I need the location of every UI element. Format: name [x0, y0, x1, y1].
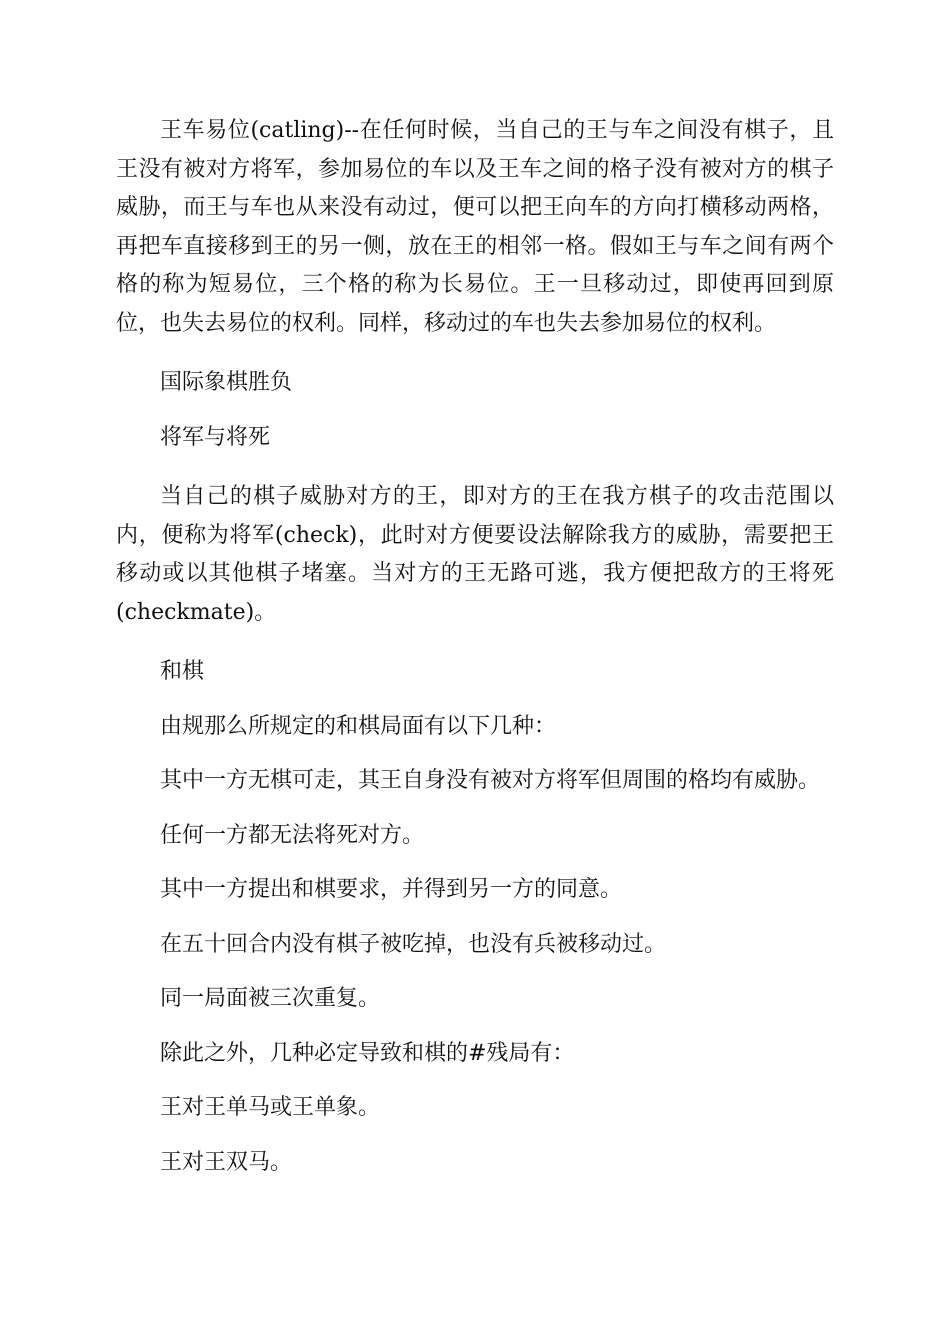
- list-item: 其中一方提出和棋要求，并得到另一方的同意。: [160, 877, 623, 902]
- list-item: 其中一方无棋可走，其王自身没有被对方将军但周围的格均有威胁。: [160, 768, 821, 793]
- paragraph-check: 当自己的棋子威胁对方的王，即对方的王在我方棋子的攻击范围以内，便称为将军(check)，此时对方便要设法解除我方的威胁，需要把王移动或以其他棋子堵塞。当对方的王无路可逃，我方便把敌方的王将死(checkmate)。: [116, 484, 834, 625]
- heading-chess-outcome: 国际象棋胜负: [160, 370, 293, 395]
- list-item: 同一局面被三次重复。: [160, 986, 381, 1011]
- list-item: 王对王双马。: [160, 1149, 293, 1175]
- paragraph-draw-intro: 由规那么所规定的和棋局面有以下几种：: [160, 713, 557, 739]
- list-item: 任何一方都无法将死对方。: [160, 822, 425, 848]
- document-page: [116, 112, 834, 1182]
- paragraph-endgame-intro: 除此之外，几种必定导致和棋的#残局有：: [160, 1040, 575, 1066]
- paragraph-castling: 王车易位(catling)--在任何时候，当自己的王与车之间没有棋子，且王没有被对方将军，参加易位的车以及王车之间的格子没有被对方的棋子威胁，而王与车也从来没有动过，便可以把王向车的方向打横移动两格，再把车直接移到王的另一侧，放在王的相邻一格。假如王与车之间有两个格的称为短易位，三个格的称为长易位。王一旦移动过，即使再回到原位，也失去易位的权利。同样，移动过的车也失去参加易位的权利。: [116, 118, 834, 336]
- heading-check-and-checkmate: 将军与将死: [160, 424, 271, 450]
- heading-draw: 和棋: [160, 659, 205, 684]
- list-item: 王对王单马或王单象。: [160, 1095, 381, 1120]
- list-item: 在五十回合内没有棋子被吃掉，也没有兵被移动过。: [160, 931, 667, 957]
